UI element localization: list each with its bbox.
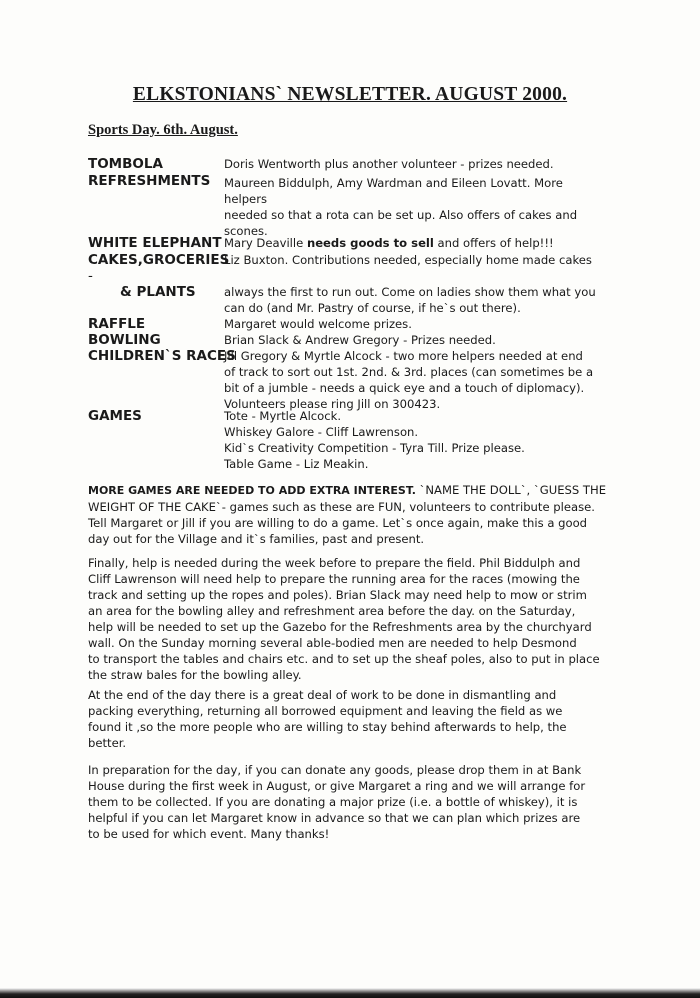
paragraph-line: At the end of the day there is a great deal of work to be done in dismantling and <box>88 688 557 702</box>
detail-line: of track to sort out 1st. 2nd. & 3rd. places (can sometimes be a <box>224 365 594 379</box>
event-label-cakes-groceries: CAKES,GROCERIES <box>88 252 230 268</box>
detail-text: and offers of help!!! <box>433 236 554 250</box>
event-detail-white-elephant <box>224 235 596 251</box>
event-label-games: GAMES <box>88 408 142 424</box>
event-detail-bowling <box>224 332 596 348</box>
detail-line: can do (and Mr. Pastry of course, if he`s out there). <box>224 301 521 315</box>
newsletter-title: ELKSTONIANS` NEWSLETTER. AUGUST 2000. <box>132 84 568 105</box>
paragraph-line: the straw bales for the bowling alley. <box>88 668 302 682</box>
detail-line: helpers <box>224 192 268 206</box>
paragraph-heading: MORE GAMES ARE NEEDED TO ADD EXTRA INTEREST. <box>88 484 416 497</box>
section-subtitle: Sports Day. 6th. August. <box>88 122 238 138</box>
paragraph-line: to be used for which event. Many thanks! <box>88 827 330 841</box>
detail-line: bit of a jumble - needs a quick eye and a touch of diplomacy). <box>224 381 585 395</box>
detail-text: Mary Deaville <box>224 236 307 250</box>
paragraph-line: WEIGHT OF THE CAKE`- games such as these are FUN, volunteers to contribute please. <box>88 500 595 514</box>
event-label-white-elephant: WHITE ELEPHANT <box>88 235 222 251</box>
detail-line: always the first to run out. Come on ladies show them what you <box>224 285 596 299</box>
detail-line: needed so that a rota can be set up. Also offers of cakes and <box>224 208 578 222</box>
paragraph-line: an area for the bowling alley and refreshment area before the day. on the Saturday, <box>88 604 576 618</box>
paragraph-line: Finally, help is needed during the week before to prepare the field. Phil Biddulph and <box>88 556 581 570</box>
event-detail-cakes-groceries <box>224 252 596 268</box>
detail-line: Jill Gregory & Myrtle Alcock - two more helpers needed at end <box>224 349 583 363</box>
event-label-raffle: RAFFLE <box>88 316 146 332</box>
paragraph-line: House during the first week in August, or give Margaret a ring and we will arrange for <box>88 779 586 793</box>
event-label-childrens-races: CHILDREN`S RACES <box>88 348 236 364</box>
paragraph-line: found it ,so the more people who are willing to stay behind afterwards to help, the <box>88 720 567 734</box>
event-detail-refreshments <box>224 175 596 239</box>
paragraph-line: Tell Margaret or Jill if you are willing to do a game. Let`s once again, make this a good <box>88 516 588 530</box>
detail-line: Tote - Myrtle Alcock. <box>224 409 342 423</box>
detail-line: Table Game - Liz Meakin. <box>224 457 369 471</box>
detail-line: scones. <box>224 224 268 238</box>
paragraph-line: In preparation for the day, if you can donate any goods, please drop them in at Bank <box>88 763 582 777</box>
detail-line: Margaret would welcome prizes. <box>224 317 412 331</box>
event-label-plants: & PLANTS <box>120 284 196 300</box>
event-detail-tombola <box>224 156 596 172</box>
event-label-bowling: BOWLING <box>88 332 161 348</box>
scan-edge-shadow <box>0 988 700 998</box>
paragraph-line: helpful if you can let Margaret know in advance so that we can plan which prizes are <box>88 811 581 825</box>
paragraph-line: Cliff Lawrenson will need help to prepare the running area for the races (mowing the <box>88 572 580 586</box>
paragraph-line: better. <box>88 736 127 750</box>
event-label-dash: - <box>88 268 93 284</box>
paragraph-more-games <box>88 482 608 547</box>
event-detail-games <box>224 408 596 472</box>
detail-line: Liz Buxton. Contributions needed, especially home made cakes <box>224 253 592 267</box>
detail-line: Doris Wentworth plus another volunteer - prizes needed. <box>224 157 554 171</box>
detail-line: Kid`s Creativity Competition - Tyra Till. Prize please. <box>224 441 525 455</box>
paragraph-field-preparation <box>88 555 608 683</box>
paragraph-line: to transport the tables and chairs etc. and to set up the sheaf poles, also to put in place <box>88 652 600 666</box>
paragraph-donations <box>88 762 608 842</box>
paragraph-line: packing everything, returning all borrowed equipment and leaving the field as we <box>88 704 563 718</box>
paragraph-line: help will be needed to set up the Gazebo for the Refreshments area by the churchyard <box>88 620 592 634</box>
detail-emphasis: needs goods to sell <box>306 236 434 250</box>
paragraph-line: `NAME THE DOLL`, `GUESS THE <box>415 483 607 497</box>
detail-line: Whiskey Galore - Cliff Lawrenson. <box>224 425 419 439</box>
event-detail-childrens-races <box>224 348 596 412</box>
paragraph-line: day out for the Village and it`s families, past and present. <box>88 532 425 546</box>
detail-line: Maureen Biddulph, Amy Wardman and Eileen Lovatt. More <box>224 176 563 190</box>
event-detail-raffle <box>224 316 596 332</box>
paragraph-line: track and setting up the ropes and poles). Brian Slack may need help to mow or strim <box>88 588 587 602</box>
event-detail-plants <box>224 284 596 316</box>
event-label-tombola: TOMBOLA <box>88 156 163 172</box>
event-label-refreshments: REFRESHMENTS <box>88 173 211 189</box>
detail-line: Volunteers please ring Jill on 300423. <box>224 397 441 411</box>
detail-line: Brian Slack & Andrew Gregory - Prizes needed. <box>224 333 496 347</box>
paragraph-line: wall. On the Sunday morning several able-bodied men are needed to help Desmond <box>88 636 577 650</box>
paragraph-line: them to be collected. If you are donating a major prize (i.e. a bottle of whiskey), it is <box>88 795 578 809</box>
paragraph-end-of-day <box>88 687 608 751</box>
